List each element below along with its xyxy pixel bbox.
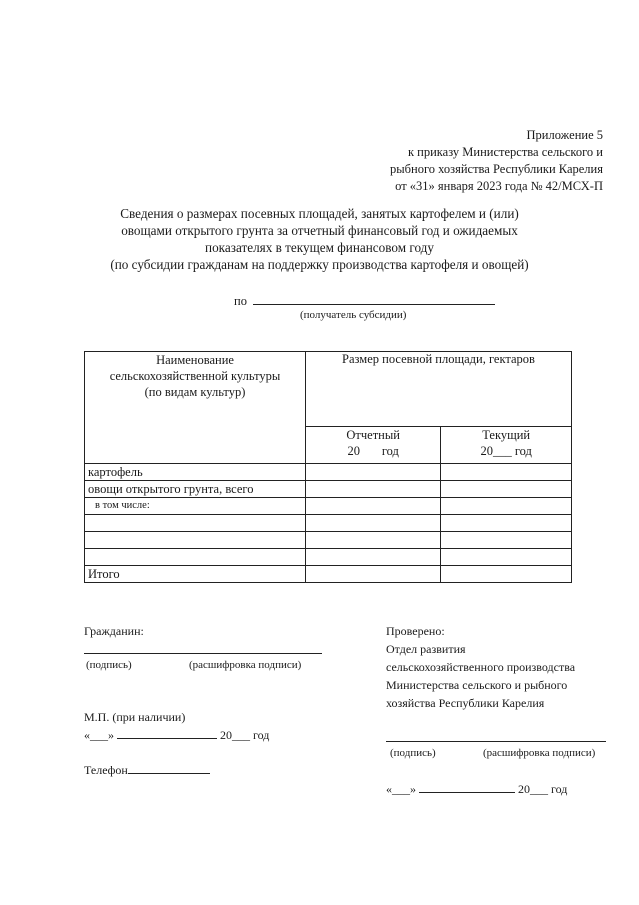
annex-line: рыбного хозяйства Республики Карелия xyxy=(390,162,603,176)
annex-line: к приказу Министерства сельского и xyxy=(407,145,603,159)
checked-label: Проверено: xyxy=(386,624,445,638)
department-line: Отдел развития xyxy=(386,642,466,656)
citizen-date-field xyxy=(84,727,269,743)
table-cell-reporting[interactable] xyxy=(306,481,441,498)
recipient-field xyxy=(234,292,495,309)
title-line: показателях в текущем финансовом году xyxy=(205,240,434,255)
header-crop-name xyxy=(85,352,306,464)
recipient-prefix: по xyxy=(234,294,247,308)
header-current-year xyxy=(441,427,572,464)
citizen-signature-line[interactable] xyxy=(84,653,322,654)
date-year-blank[interactable]: 20___ год xyxy=(220,728,270,742)
header-reporting-year xyxy=(306,427,441,464)
table-cell-reporting[interactable] xyxy=(306,498,441,515)
document-title xyxy=(0,205,639,273)
citizen-signature-caption: (подпись) xyxy=(86,659,132,671)
citizen-label: Гражданин: xyxy=(84,624,144,638)
header-sown-area: Размер посевной площади, гектаров xyxy=(306,352,572,427)
checked-signature-caption: (подпись) xyxy=(390,747,436,759)
table-row-total: Итого xyxy=(85,566,306,583)
annex-block xyxy=(390,127,603,195)
header-crop-name-line: (по видам культур) xyxy=(144,385,246,399)
header-crop-name-line: Наименование xyxy=(156,353,234,367)
header-current-label: Текущий xyxy=(482,428,531,442)
table-cell-reporting[interactable] xyxy=(306,515,441,532)
header-reporting-label: Отчетный xyxy=(346,428,400,442)
title-line: Сведения о размерах посевных площадей, занятых картофелем и (или) xyxy=(120,206,519,221)
date-month-blank[interactable] xyxy=(419,781,515,793)
title-line: (по субсидии гражданам на поддержку производства картофеля и овощей) xyxy=(110,257,529,272)
title-line: овощами открытого грунта за отчетный финансовый год и ожидаемых xyxy=(121,223,518,238)
table-cell-current[interactable] xyxy=(441,532,572,549)
date-day-blank[interactable]: «___» xyxy=(84,728,114,742)
recipient-caption: (получатель субсидии) xyxy=(300,309,407,321)
checked-decoding-caption: (расшифровка подписи) xyxy=(483,747,596,759)
table-cell-reporting[interactable] xyxy=(306,566,441,583)
date-day-blank[interactable]: «___» xyxy=(386,782,416,796)
table-cell-current[interactable] xyxy=(441,481,572,498)
checked-signature-line[interactable] xyxy=(386,741,606,742)
table-cell-current[interactable] xyxy=(441,498,572,515)
table-row-label: овощи открытого грунта, всего xyxy=(85,481,306,498)
table-cell-reporting[interactable] xyxy=(306,532,441,549)
phone-blank-line[interactable] xyxy=(128,762,210,774)
table-cell-reporting[interactable] xyxy=(306,549,441,566)
table-cell-current[interactable] xyxy=(441,464,572,481)
table-cell-reporting[interactable] xyxy=(306,464,441,481)
table-row-label[interactable] xyxy=(85,549,306,566)
table-row-label[interactable] xyxy=(85,515,306,532)
phone-label: Телефон xyxy=(84,763,128,777)
annex-line: от «31» января 2023 года № 42/МСХ-П xyxy=(395,179,603,193)
header-reporting-year-blank: 20 год xyxy=(347,444,399,458)
phone-field xyxy=(84,762,210,778)
department-line: сельскохозяйственного производства xyxy=(386,660,576,674)
table-row-label: картофель xyxy=(85,464,306,481)
date-year-blank[interactable]: 20___ год xyxy=(518,782,568,796)
crop-area-table xyxy=(84,351,572,583)
stamp-label: М.П. (при наличии) xyxy=(84,710,186,724)
annex-line: Приложение 5 xyxy=(526,128,603,142)
table-cell-current[interactable] xyxy=(441,549,572,566)
date-month-blank[interactable] xyxy=(117,727,217,739)
department-line: хозяйства Республики Карелия xyxy=(386,696,545,710)
header-current-year-blank: 20___ год xyxy=(480,444,532,458)
table-cell-current[interactable] xyxy=(441,515,572,532)
department-line: Министерства сельского и рыбного xyxy=(386,678,568,692)
citizen-decoding-caption: (расшифровка подписи) xyxy=(189,659,302,671)
header-crop-name-line: сельскохозяйственной культуры xyxy=(109,369,281,383)
table-row-label[interactable] xyxy=(85,532,306,549)
table-row-label: в том числе: xyxy=(85,498,306,515)
table-cell-current[interactable] xyxy=(441,566,572,583)
checked-date-field xyxy=(386,781,567,797)
recipient-blank-line xyxy=(253,292,495,305)
